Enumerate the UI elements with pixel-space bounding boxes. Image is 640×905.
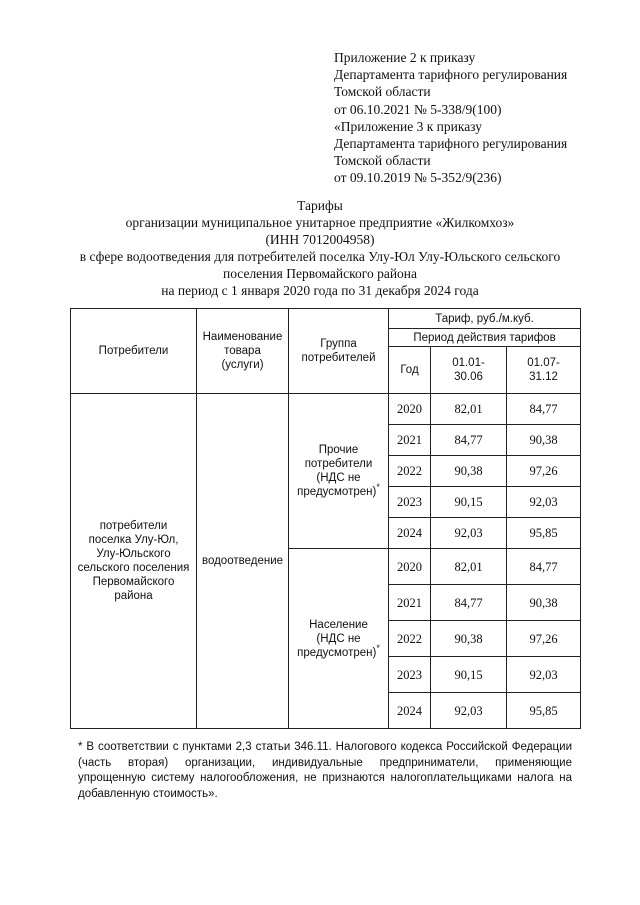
footnote: * В соответствии с пунктами 2,3 статьи 346.11. Налогового кодекса Российской Федерации (часть вторая) организации, индивидуальные предприниматели, применяющие упрощенную систему налогообложения, не признаются налогоплательщиками налога на добавленную стоимость».	[78, 741, 572, 800]
tariff-value: 84,77	[431, 585, 507, 621]
consumer-line: Улу-Юльского	[96, 548, 171, 560]
consumer-line: сельского поселения	[77, 562, 190, 574]
consumer-line: района	[114, 590, 153, 602]
header-period-2-line: 01.07-	[527, 357, 560, 369]
header-period-2-line: 31.12	[529, 371, 558, 383]
group-cell-other	[289, 394, 389, 549]
group-line: Население	[309, 618, 368, 631]
group-cell-population	[289, 549, 389, 729]
consumer-line: потребители	[99, 520, 168, 532]
header-product-line: Наименование	[202, 331, 283, 343]
annex-reference	[334, 49, 567, 187]
tariff-value: 95,85	[507, 518, 581, 549]
header-product	[197, 309, 289, 394]
consumer-cell	[71, 394, 197, 729]
header-period-2	[507, 347, 581, 394]
tariff-value: 92,03	[431, 518, 507, 549]
title-line: (ИНН 7012004958)	[265, 232, 375, 247]
tariff-value: 92,03	[507, 657, 581, 693]
consumer-line: Первомайского	[92, 576, 175, 588]
header-consumers: Потребители	[71, 309, 197, 394]
footnote-mark: *	[376, 642, 380, 653]
header-tariff: Тариф, руб./м.куб.	[389, 309, 581, 329]
title-line: на период с 1 января 2020 года по 31 декабря 2024 года	[161, 283, 479, 298]
header-group-line: потребителей	[301, 352, 376, 364]
title-line: Тарифы	[297, 198, 343, 213]
tariff-value: 90,38	[431, 621, 507, 657]
year-cell: 2024	[389, 518, 431, 549]
tariff-value: 92,03	[431, 693, 507, 729]
header-period-1-line: 01.01-	[452, 357, 485, 369]
table-row	[71, 394, 581, 425]
year-cell: 2024	[389, 693, 431, 729]
group-line: (НДС не	[316, 632, 361, 645]
annex-line: Томской области	[334, 84, 431, 100]
header-year: Год	[389, 347, 431, 394]
group-line: потребители	[304, 458, 373, 470]
header-product-line: товара	[224, 345, 261, 357]
tariff-value: 90,15	[431, 657, 507, 693]
tariff-value: 84,77	[507, 394, 581, 425]
tariff-value: 97,26	[507, 621, 581, 657]
year-cell: 2020	[389, 394, 431, 425]
group-line-text: предусмотрен)	[297, 646, 377, 659]
tariff-value: 90,38	[507, 585, 581, 621]
annex-line: «Приложение 3 к приказу	[334, 118, 482, 134]
group-line	[291, 642, 386, 660]
header-period-1	[431, 347, 507, 394]
year-cell: 2023	[389, 657, 431, 693]
annex-line: Приложение 2 к приказу	[334, 50, 476, 65]
tariff-value: 84,77	[431, 425, 507, 456]
header-group-line: Группа	[320, 338, 357, 350]
group-line: Прочие	[318, 444, 359, 456]
tariff-value: 82,01	[431, 394, 507, 425]
tariff-value: 82,01	[431, 549, 507, 585]
header-period: Период действия тарифов	[389, 329, 581, 347]
header-product-line: (услуги)	[221, 359, 264, 371]
tariff-value: 90,15	[431, 487, 507, 518]
tariff-value: 92,03	[507, 487, 581, 518]
year-cell: 2022	[389, 456, 431, 487]
product-cell: водоотведение	[197, 394, 289, 729]
year-cell: 2022	[389, 621, 431, 657]
annex-line: от 09.10.2019 № 5-352/9(236)	[334, 170, 502, 186]
group-line-text: предусмотрен)	[297, 486, 377, 498]
group-line	[291, 482, 386, 499]
tariff-value: 84,77	[507, 549, 581, 585]
tariff-table	[70, 308, 581, 729]
annex-line: от 06.10.2021 № 5-338/9(100)	[334, 101, 502, 117]
annex-line: Томской области	[334, 153, 431, 169]
annex-line: Департамента тарифного регулирования	[334, 136, 568, 152]
year-cell: 2021	[389, 425, 431, 456]
year-cell: 2023	[389, 487, 431, 518]
footnote-mark: *	[376, 482, 380, 493]
year-cell: 2021	[389, 585, 431, 621]
title-line: поселения Первомайского района	[222, 266, 418, 281]
tariff-value: 95,85	[507, 693, 581, 729]
header-group	[289, 309, 389, 394]
year-cell: 2020	[389, 549, 431, 585]
document-title	[60, 197, 580, 299]
consumer-line: поселка Улу-Юл,	[88, 534, 179, 546]
group-line: (НДС не	[316, 472, 361, 484]
annex-line: Департамента тарифного регулирования	[334, 67, 568, 83]
tariff-value: 97,26	[507, 456, 581, 487]
title-line: в сфере водоотведения для потребителей поселка Улу-Юл Улу-Юльского сельского	[79, 249, 561, 264]
tariff-value: 90,38	[431, 456, 507, 487]
header-period-1-line: 30.06	[454, 371, 483, 383]
tariff-value: 90,38	[507, 425, 581, 456]
title-line: организации муниципальное унитарное предприятие «Жилкомхоз»	[125, 215, 515, 230]
